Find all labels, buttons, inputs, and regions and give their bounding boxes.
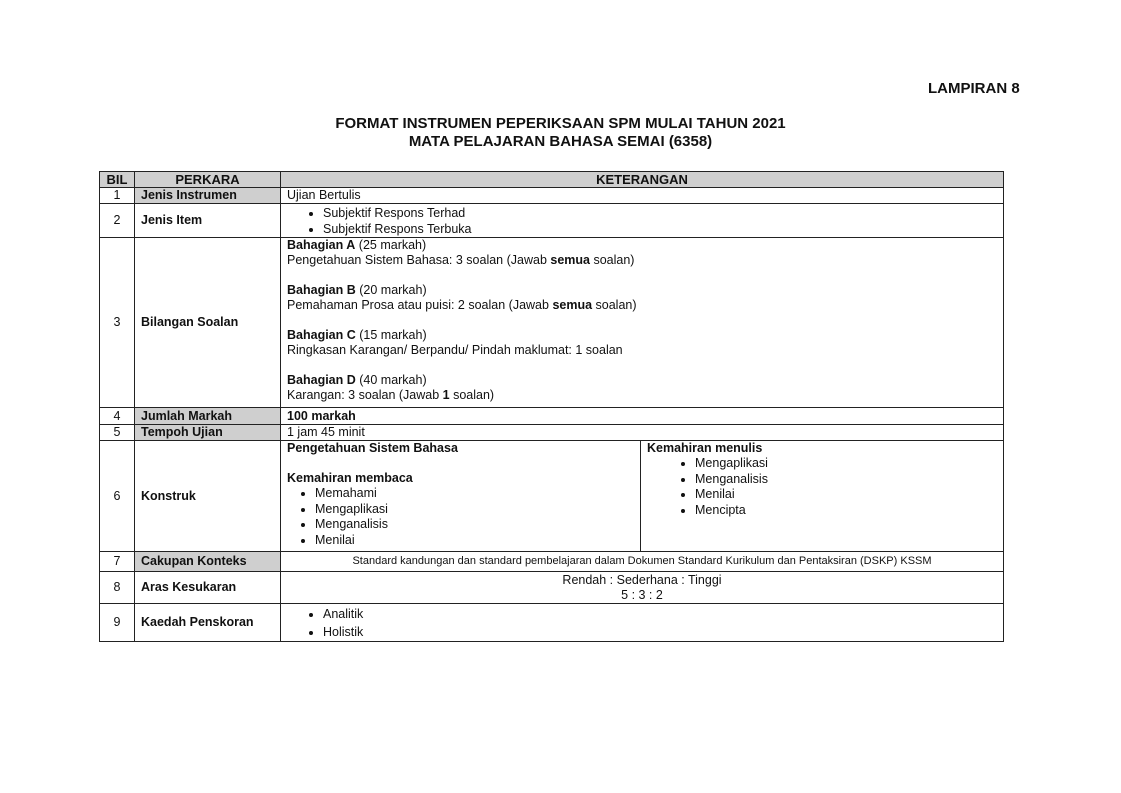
section-c-label: Bahagian C: [287, 328, 356, 342]
row-number: 6: [100, 441, 135, 552]
table-row: [100, 238, 1004, 408]
writing-skills-list: [647, 456, 997, 518]
row-item: Tempoh Ujian: [135, 425, 281, 441]
table-row: [100, 425, 1004, 441]
section-c: [287, 328, 997, 343]
desc-text: soalan): [449, 388, 495, 402]
reading-skills-list: [287, 486, 634, 548]
table-row: [100, 441, 1004, 552]
row-item: Bilangan Soalan: [135, 238, 281, 408]
desc-text: soalan): [592, 298, 637, 312]
section-a-desc: [287, 253, 997, 268]
desc-text: soalan): [589, 253, 635, 267]
list-item: • Menganalisis: [695, 472, 997, 488]
construct-columns: [281, 441, 1003, 551]
section-b-marks: (20 markah): [355, 283, 427, 297]
header-keterangan: KETERANGAN: [281, 172, 1004, 188]
table-header-row: [100, 172, 1004, 188]
table-row: [100, 188, 1004, 204]
row-description: [281, 441, 1004, 552]
list-item: • Mengaplikasi: [695, 456, 997, 472]
row-description: [281, 238, 1004, 408]
list-item: • Menganalisis: [315, 517, 634, 533]
row-item: Cakupan Konteks: [135, 552, 281, 572]
row-description: Standard kandungan dan standard pembelajaran dalam Dokumen Standard Kurikulum dan Pentaksiran (DSKP) KSSM: [281, 552, 1004, 572]
row-number: 2: [100, 204, 135, 238]
row-item: Aras Kesukaran: [135, 572, 281, 604]
document-title-line-2: MATA PELAJARAN BAHASA SEMAI (6358): [408, 133, 713, 150]
table-row: [100, 552, 1004, 572]
section-d-label: Bahagian D: [287, 373, 356, 387]
difficulty-ratio-values: 5 : 3 : 2: [621, 587, 663, 602]
appendix-label: LAMPIRAN 8: [928, 80, 1020, 97]
row-description: Ujian Bertulis: [281, 188, 1004, 204]
list-item: • Mencipta: [695, 503, 997, 519]
row-number: 3: [100, 238, 135, 408]
desc-text: Pengetahuan Sistem Bahasa: 3 soalan (Jawab: [287, 253, 551, 267]
list-item: • Subjektif Respons Terhad: [323, 205, 997, 221]
row-item: Jenis Item: [135, 204, 281, 238]
row-description: [281, 572, 1004, 604]
section-b-desc: [287, 298, 997, 313]
desc-bold: semua: [552, 298, 593, 312]
list-item: • Analitik: [323, 605, 997, 623]
section-d: [287, 373, 997, 388]
row-description: 100 markah: [281, 408, 1004, 425]
list-item: • Holistik: [323, 623, 997, 641]
desc-text: Karangan: 3 soalan (Jawab: [287, 388, 443, 402]
table-row: [100, 408, 1004, 425]
row-number: 7: [100, 552, 135, 572]
document-title-line-1: FORMAT INSTRUMEN PEPERIKSAAN SPM MULAI TAHUN 2021: [335, 115, 786, 132]
section-a-label: Bahagian A: [287, 238, 356, 252]
row-description: 1 jam 45 minit: [281, 425, 1004, 441]
item-type-list: [287, 205, 997, 237]
section-c-marks: (15 markah): [355, 328, 427, 342]
section-a: [287, 238, 997, 253]
construct-heading: Pengetahuan Sistem Bahasa: [287, 441, 458, 455]
desc-bold: semua: [550, 253, 590, 267]
row-number: 4: [100, 408, 135, 425]
construct-heading: Kemahiran membaca: [287, 471, 413, 485]
construct-heading: Kemahiran menulis: [647, 441, 763, 455]
row-number: 1: [100, 188, 135, 204]
list-item: • Mengaplikasi: [315, 502, 634, 518]
construct-left: [281, 441, 641, 551]
list-item: • Subjektif Respons Terbuka: [323, 221, 997, 237]
row-number: 5: [100, 425, 135, 441]
exam-format-table: [99, 171, 1004, 642]
table-row: [100, 604, 1004, 642]
difficulty-ratio-labels: Rendah : Sederhana : Tinggi: [562, 572, 722, 587]
header-bil: BIL: [100, 172, 135, 188]
desc-text: Pemahaman Prosa atau puisi: 2 soalan (Jawab: [287, 298, 553, 312]
table-row: [100, 204, 1004, 238]
row-item: Jenis Instrumen: [135, 188, 281, 204]
table-row: [100, 572, 1004, 604]
desc-bold: 1: [442, 388, 450, 402]
section-c-desc: Ringkasan Karangan/ Berpandu/ Pindah maklumat: 1 soalan: [287, 343, 623, 357]
section-b: [287, 283, 997, 298]
row-description: [281, 604, 1004, 642]
row-description: [281, 204, 1004, 238]
list-item: • Menilai: [315, 533, 634, 549]
section-d-marks: (40 markah): [355, 373, 427, 387]
construct-right: [641, 441, 1003, 551]
header-perkara: PERKARA: [135, 172, 281, 188]
row-item: Jumlah Markah: [135, 408, 281, 425]
row-number: 8: [100, 572, 135, 604]
row-item: Konstruk: [135, 441, 281, 552]
section-b-label: Bahagian B: [287, 283, 356, 297]
list-item: • Menilai: [695, 487, 997, 503]
row-number: 9: [100, 604, 135, 642]
row-item: Kaedah Penskoran: [135, 604, 281, 642]
list-item: • Memahami: [315, 486, 634, 502]
scoring-method-list: [287, 605, 997, 641]
section-a-marks: (25 markah): [355, 238, 427, 252]
section-d-desc: [287, 388, 997, 403]
